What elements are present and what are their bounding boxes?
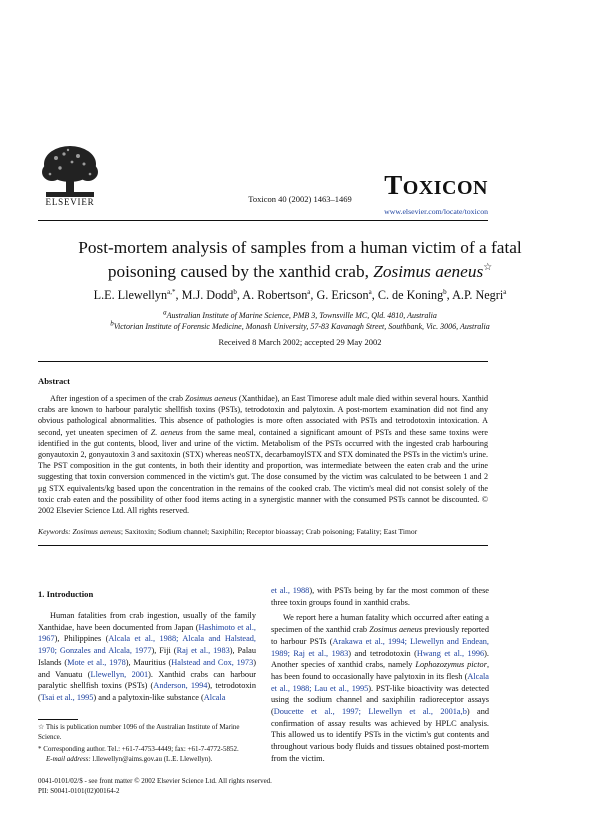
journal-name-initial: T	[384, 170, 403, 200]
body-text: ), with PSTs being by far the most common of these three toxin groups found in xanthid crabs.	[271, 586, 489, 607]
author-affiliation-mark[interactable]: b	[443, 287, 447, 296]
intro-paragraph-1-cont	[271, 585, 489, 608]
footnote-1-text: This is publication number 1096 of the Australian Institute of Marine Science.	[38, 723, 240, 741]
issn-line: 0041-0101/02/$ - see front matter © 2002 Elsevier Science Ltd. All rights reserved.	[38, 777, 272, 785]
footnote-asterisk: *	[38, 745, 42, 754]
citation-link[interactable]: Halstead and Cox, 1973	[171, 657, 254, 667]
author-separator: ,	[371, 288, 378, 302]
author-name: G. Ericson	[316, 288, 369, 302]
pii-line: PII: S0041-0101(02)00164-2	[38, 787, 120, 795]
abstract-species: Z. aeneus	[150, 427, 183, 437]
body-text: ), tetrodotoxin (	[38, 681, 256, 702]
journal-reference: Toxicon 40 (2002) 1463–1469	[248, 194, 352, 204]
citation-link[interactable]: Alcala et al., 1988; Alcala and Halstead, 1970; Gonzales and Alcala, 1977	[38, 634, 257, 656]
journal-name-rest: OXICON	[402, 177, 488, 199]
author-separator: ,	[236, 288, 243, 302]
author-list	[38, 288, 562, 303]
author-separator: ,	[175, 288, 182, 302]
publisher-name: ELSEVIER	[45, 197, 95, 207]
received-accepted-dates: Received 8 March 2002; accepted 29 May 2002	[218, 337, 382, 347]
author-name: A. Robertson	[242, 288, 308, 302]
abstract-species: Zosimus aeneus	[185, 394, 237, 403]
citation-link[interactable]: Alcala	[203, 692, 226, 702]
abstract-part: from the same meal, contained a significant amount of PSTs and these same toxins were identified in the gut contents, blood, liver and urine of the victim. Metabolism of the PSTs occurred with the ingested crab harbouring gonyautoxin 2, gonyautoxin 3 and saxitoxin (STX) whereas neoSTX, decarbamoylSTX and STX dominated the PSTs in the victim's urine. The PST composition in the gut contents, in both their identity and proportion, was intermediate between the eaten crab and the urine suggesting that toxin conversion commenced in the victim's gut. The dose consumed by the victim was calculated to be between 1 and 2 μg STX equivalents/kg based upon the concentration in the remains of the cooked crab. The victim's meal did not consist solely of the toxic crab eaten and the possibility of other food items acting in a synergistic manner with the consumed PSTs cannot be discounted. © 2002 Elsevier Science Ltd. All rights reserved.	[38, 427, 488, 516]
body-text: , has been found to occasionally have palytoxin in its flesh (	[271, 660, 490, 681]
affiliations	[38, 310, 562, 332]
author-separator: ,	[446, 288, 453, 302]
citation-link[interactable]: Alcala et al., 1988; Lau et al., 1995	[271, 671, 489, 693]
footnote-star: ☆	[38, 723, 45, 731]
body-text: Human fatalities from crab ingestion, usually of the family Xanthidae, have been documented from Japan (	[38, 611, 256, 632]
abstract-text	[38, 393, 488, 516]
title-line-1: Post-mortem analysis of samples from a human victim of a fatal	[78, 238, 522, 257]
body-text: ) and Vanuatu (	[38, 657, 256, 679]
citation-link[interactable]: Raj et al., 1983	[176, 646, 230, 656]
body-text: ). Another species of xanthid crabs, namely	[271, 648, 489, 670]
keywords-rest: ; Saxitoxin; Sodium channel; Saxiphilin; Receptor bioassay; Crab poisoning; Fatality; East Timor	[120, 527, 418, 536]
abstract-divider-bottom	[38, 545, 488, 546]
species-name: Lophozozymus pictor	[415, 660, 487, 670]
affiliation-line	[38, 321, 562, 332]
abstract-divider-top	[38, 361, 488, 362]
issn-block	[38, 776, 488, 796]
author-affiliation-mark[interactable]: a	[307, 287, 311, 296]
citation-link[interactable]: Arakawa et al., 1994; Llewellyn and Endean, 1989; Raj et al., 1983	[271, 636, 490, 658]
email-address-link[interactable]: l.llewellyn@aims.gov.au (L.E. Llewellyn).	[90, 754, 213, 763]
citation-link[interactable]: Mote et al., 1978	[67, 657, 126, 667]
intro-paragraph-2	[271, 612, 489, 764]
intro-paragraph-1	[38, 610, 256, 704]
keywords-label: Keywords:	[38, 527, 71, 536]
author-name: L.E. Llewellyn	[93, 288, 168, 302]
affiliation-text: Australian Institute of Marine Science, PMB 3, Townsville MC, Qld. 4810, Australia	[166, 311, 437, 320]
citation-link[interactable]: Hwang et al., 1996	[416, 648, 485, 658]
body-text: previously reported to harbour PSTs (	[271, 625, 489, 646]
author-affiliation-mark[interactable]: a,*	[167, 287, 176, 296]
body-column-left	[38, 610, 256, 704]
affiliation-line	[38, 310, 562, 321]
body-text: ), Philippines (	[54, 634, 109, 644]
keyword-species: Zosimus aeneus	[72, 527, 121, 536]
author-separator: ,	[310, 288, 317, 302]
author-affiliation-mark[interactable]: b	[233, 287, 237, 296]
author-name: C. de Koning	[377, 288, 444, 302]
body-text: ), Mauritius (	[125, 657, 172, 667]
abstract-part: (Xanthidae), an East Timorese adult male died within several hours. Xanthid crabs are known to harbour paralytic shellfish toxins (PSTs), tetrodotoxin and palytoxin. A post-mortem examination did not find any obvious pathological abnormalities. This absence of pathologies is more often associated with PSTs and tetrodotoxin intoxication. A second, yet uneaten specimen of	[38, 394, 488, 437]
footnotes	[38, 723, 256, 764]
footnote-2	[38, 745, 256, 755]
affiliation-mark: a	[163, 308, 167, 317]
species-name: Zosimus aeneus	[369, 625, 423, 635]
affiliation-mark: b	[110, 319, 114, 328]
body-text: ) and tetrodotoxin (	[348, 648, 417, 658]
header-divider	[38, 220, 488, 221]
title-species: Zosimus aeneus	[373, 261, 484, 281]
citation-link[interactable]: Doucette et al., 1997; Llewellyn et al., 2001a,b	[273, 707, 467, 717]
footnote-divider	[38, 719, 78, 720]
citation-link[interactable]: Hashimoto et al., 1967	[38, 622, 256, 644]
citation-link[interactable]: Llewellyn, 2001	[90, 669, 149, 679]
journal-name	[380, 170, 488, 201]
body-text: ). PST-like bioactivity was detected using the sodium channel and saxiphilin radioreceptor assays (	[271, 683, 489, 717]
author-name: A.P. Negri	[452, 288, 504, 302]
journal-url-link[interactable]: www.elsevier.com/locate/toxicon	[384, 207, 488, 216]
email-label: E-mail address:	[46, 754, 91, 763]
body-text: ), Fiji (	[151, 646, 177, 656]
author-affiliation-mark[interactable]: a	[503, 287, 507, 296]
abstract-heading: Abstract	[38, 376, 70, 386]
body-text: ) and a palytoxin-like substance (	[93, 692, 204, 702]
keywords	[38, 526, 488, 537]
body-text: ). Xanthid crabs can harbour paralytic shellfish toxins (PSTs) (	[38, 669, 256, 691]
citation-link[interactable]: Tsai et al., 1995	[40, 692, 94, 702]
section-heading-introduction: 1. Introduction	[38, 589, 94, 599]
author-name: M.J. Dodd	[181, 288, 234, 302]
author-affiliation-mark[interactable]: a	[368, 287, 372, 296]
title-line-2-text: poisoning caused by the xanthid crab,	[107, 261, 374, 281]
footnote-1	[38, 723, 256, 742]
article-title	[38, 238, 562, 282]
citation-link[interactable]: Anderson, 1994	[153, 681, 208, 691]
footnote-email	[38, 755, 256, 765]
body-text: ), Palau Islands (	[38, 646, 256, 667]
citation-link[interactable]: et al., 1988	[271, 586, 310, 595]
abstract-part: After ingestion of a specimen of the crab	[50, 394, 186, 403]
title-footnote-star[interactable]: ☆	[483, 262, 493, 273]
body-text: We report here a human fatality which occurred after eating a specimen of the xanthid crab	[271, 613, 489, 635]
title-line-2	[38, 258, 562, 282]
body-column-right	[271, 585, 489, 765]
body-text: ) and confirmation of assay results was achieved by HPLC analysis. This allowed us to identify PSTs in the victim's gut contents and throughout various body fluids and tissues obtained post-mortem from the victim.	[271, 707, 489, 763]
affiliation-text: Victorian Institute of Forensic Medicine, Monash University, 57-83 Kavanagh Street, Southbank, Vic. 3006, Australia	[113, 322, 490, 331]
footnote-2-text: Corresponding author. Tel.: +61-7-4753-4449; fax: +61-7-4772-5852.	[41, 745, 239, 754]
